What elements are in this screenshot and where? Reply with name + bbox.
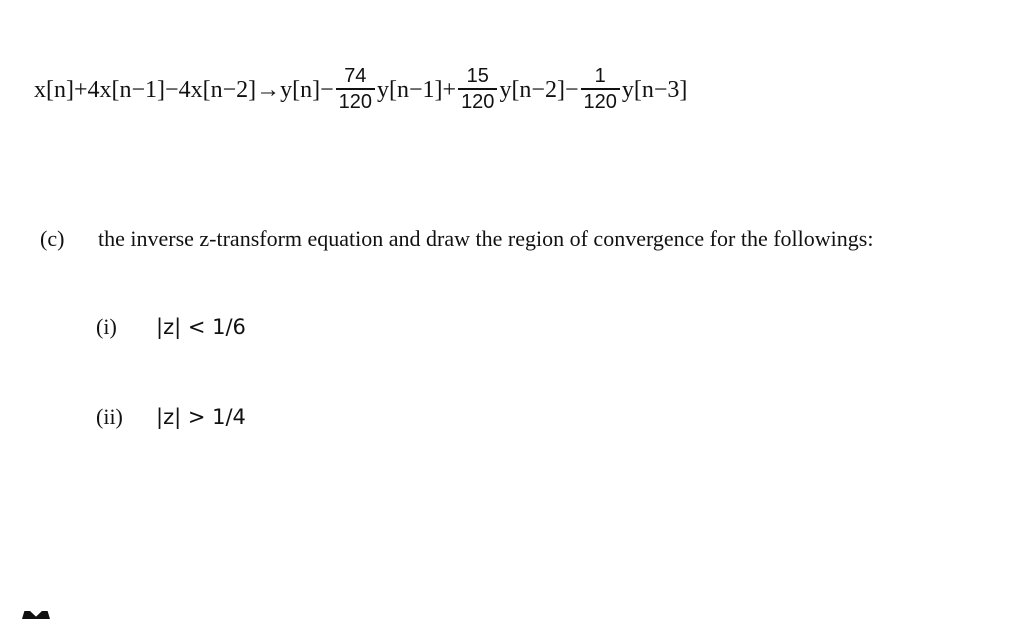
equation-term-1: y[n−1]+ — [377, 76, 457, 103]
sub-item-i — [96, 314, 246, 340]
equation-term-2: y[n−2]− — [499, 76, 579, 103]
part-c-text: the inverse z-transform equation and draw the region of convergence for the followings: — [98, 226, 874, 251]
sub-item-ii-condition: |z| > 1/4 — [156, 405, 246, 429]
equation-y-n: y[n]− — [280, 76, 334, 103]
sub-item-i-condition: |z| < 1/6 — [156, 315, 246, 339]
difference-equation — [34, 58, 687, 122]
fraction-2-denominator: 120 — [461, 90, 495, 113]
equation-term-3: y[n−3] — [621, 76, 688, 103]
fraction-3-denominator: 120 — [583, 90, 617, 113]
fraction-1 — [336, 66, 375, 112]
sub-item-i-label: (i) — [96, 314, 117, 339]
cropped-glyph-fragment — [22, 611, 62, 619]
sub-item-ii — [96, 404, 246, 430]
fraction-2-numerator: 15 — [466, 65, 489, 88]
fraction-3 — [581, 66, 620, 112]
fraction-1-denominator: 120 — [338, 90, 372, 113]
part-c-label: (c) — [40, 226, 65, 251]
fraction-1-numerator: 74 — [344, 65, 367, 88]
fraction-2 — [458, 66, 497, 112]
sub-item-ii-label: (ii) — [96, 404, 123, 429]
fraction-3-numerator: 1 — [594, 65, 606, 88]
question-part-c — [40, 226, 873, 252]
equation-lhs: x[n]+4x[n−1]−4x[n−2]→ — [34, 76, 281, 103]
